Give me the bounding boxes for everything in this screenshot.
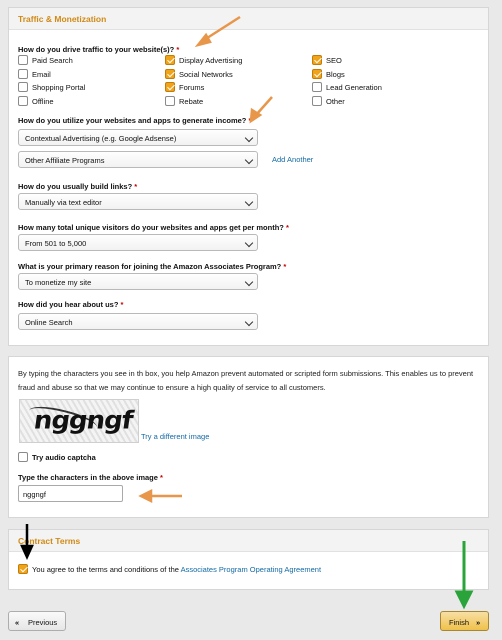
contract-section-title: Contract Terms — [18, 536, 81, 546]
traffic-option-checkbox[interactable] — [312, 69, 322, 79]
traffic-option-label: Social Networks — [179, 69, 233, 79]
traffic-option-label: Other — [326, 96, 345, 106]
captcha-image-text: nggngf — [31, 406, 135, 436]
hear-question-label: How did you hear about us? * — [18, 300, 124, 309]
previous-button[interactable] — [8, 611, 66, 631]
audio-captcha-checkbox[interactable] — [18, 452, 28, 462]
contract-section-header — [9, 530, 488, 552]
traffic-option-label: Shopping Portal — [32, 83, 86, 92]
contract-terms-panel — [8, 529, 489, 590]
captcha-panel — [8, 356, 489, 518]
traffic-question-label: How do you drive traffic to your website(s)? * — [18, 45, 180, 54]
finish-icon: » — [476, 618, 481, 627]
captcha-input-label: Type the characters in the above image * — [18, 473, 163, 482]
agree-terms-label: You agree to the terms and conditions of the Associates Program Operating Agreement — [32, 565, 322, 574]
traffic-option-checkbox[interactable] — [18, 55, 28, 65]
traffic-option-label: Display Advertising — [179, 56, 243, 65]
traffic-option-checkbox[interactable] — [18, 82, 28, 92]
traffic-option-label: Offline — [32, 96, 54, 106]
traffic-option-checkbox[interactable] — [18, 69, 28, 79]
agree-terms-checkbox[interactable] — [18, 564, 28, 574]
utilize-select-2[interactable]: Other Affiliate Programs — [18, 151, 258, 168]
audio-captcha-label: Try audio captcha — [32, 453, 96, 462]
agree-terms-option[interactable] — [18, 564, 418, 575]
captcha-image — [19, 399, 139, 443]
operating-agreement-link[interactable]: Associates Program Operating Agreement — [180, 565, 322, 574]
traffic-option-checkbox[interactable] — [312, 55, 322, 65]
traffic-option-checkbox[interactable] — [165, 82, 175, 92]
finish-button[interactable] — [440, 611, 489, 631]
traffic-section-title: Traffic & Monetization — [18, 14, 107, 24]
try-different-image-link[interactable]: Try a different image — [141, 432, 210, 441]
traffic-option-label: SEO — [326, 56, 342, 65]
traffic-option-label: Rebate — [179, 96, 204, 106]
captcha-input[interactable] — [18, 485, 123, 502]
reason-select[interactable]: To monetize my site — [18, 273, 258, 290]
traffic-option-checkbox[interactable] — [18, 96, 28, 106]
captcha-info-text: By typing the characters you see in th box, you help Amazon prevent automated or scripted form submissions. This enables us to prevent fraud and abuse so that we may continue to ensure a high quality of service to all customers. — [18, 369, 474, 392]
traffic-monetization-panel — [8, 7, 489, 346]
traffic-option-checkbox[interactable] — [312, 96, 322, 106]
traffic-option-checkbox[interactable] — [165, 96, 175, 106]
chevron-down-icon — [245, 318, 253, 326]
chevron-down-icon — [245, 156, 253, 164]
traffic-option-checkbox[interactable] — [165, 55, 175, 65]
visitors-select[interactable]: From 501 to 5,000 — [18, 234, 258, 251]
utilize-question-label: How do you utilize your websites and apps to generate income? * — [18, 116, 252, 125]
links-question-label: How do you usually build links? * — [18, 182, 138, 191]
links-select[interactable]: Manually via text editor — [18, 193, 258, 210]
chevron-down-icon — [245, 239, 253, 247]
captcha-input-value: nggngf — [23, 490, 46, 499]
chevron-down-icon — [245, 278, 253, 286]
add-another-link[interactable]: Add Another — [272, 155, 314, 164]
traffic-section-header — [9, 8, 488, 30]
traffic-option-checkbox[interactable] — [312, 82, 322, 92]
traffic-option-label: Paid Search — [32, 56, 73, 65]
reason-question-label: What is your primary reason for joining the Amazon Associates Program? * — [18, 262, 287, 271]
previous-icon: « — [15, 618, 20, 627]
hear-select[interactable]: Online Search — [18, 313, 258, 330]
traffic-option-label: Blogs — [326, 69, 345, 79]
utilize-select-1[interactable]: Contextual Advertising (e.g. Google Adsense) — [18, 129, 258, 146]
previous-label: Previous — [28, 618, 58, 627]
traffic-option-label: Email — [32, 69, 51, 79]
chevron-down-icon — [245, 134, 253, 142]
chevron-down-icon — [245, 198, 253, 206]
traffic-option-label: Lead Generation — [326, 83, 382, 92]
traffic-option-label: Forums — [179, 83, 205, 92]
traffic-option-checkbox[interactable] — [165, 69, 175, 79]
finish-label: Finish — [449, 618, 470, 627]
visitors-question-label: How many total unique visitors do your websites and apps get per month? * — [18, 223, 289, 232]
